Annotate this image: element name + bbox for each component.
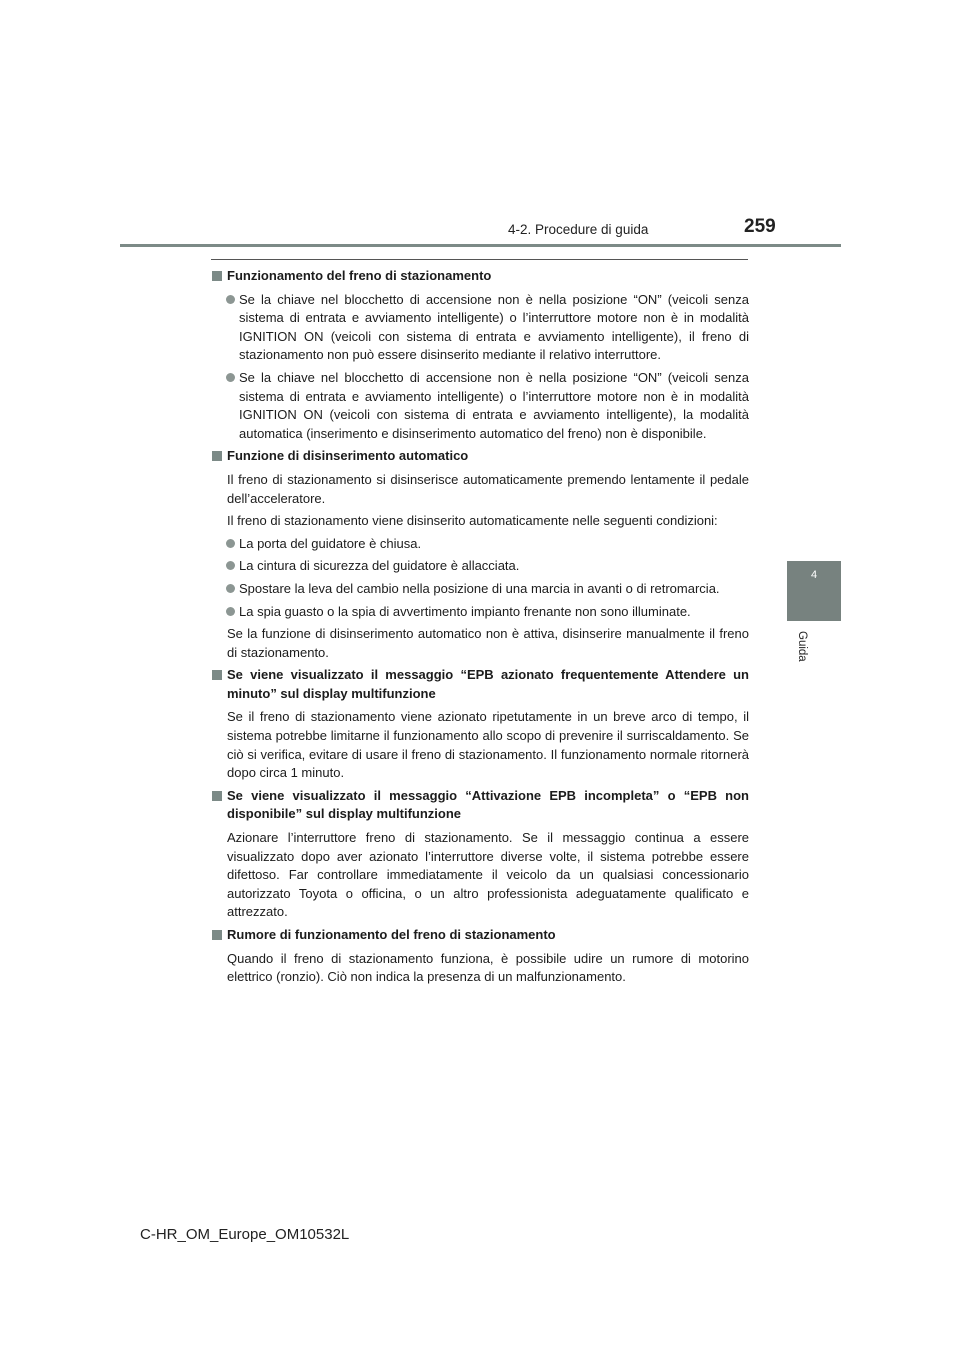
section (211, 666, 749, 783)
circle-bullet-icon (226, 607, 235, 616)
bullet-item (211, 369, 749, 443)
section-heading (211, 787, 749, 824)
bullet-item (211, 580, 749, 599)
square-bullet-icon (212, 670, 222, 680)
section (211, 447, 749, 662)
paragraph-text: Quando il freno di stazionamento funziona, è possibile udire un rumore di motorino elettrico (ronzio). Ciò non indica la presenza di un malfunzionamento. (227, 950, 749, 985)
paragraph (211, 708, 749, 782)
paragraph (211, 471, 749, 508)
section (211, 267, 749, 443)
section (211, 926, 749, 987)
circle-bullet-icon (226, 373, 235, 382)
header-section-title: 4-2. Procedure di guida (508, 222, 649, 237)
circle-bullet-icon (226, 295, 235, 304)
section-heading-text: Funzionamento del freno di stazionamento (227, 268, 492, 283)
section-heading (211, 666, 749, 703)
section-heading (211, 267, 749, 286)
square-bullet-icon (212, 271, 222, 281)
square-bullet-icon (212, 451, 222, 461)
document-code: C-HR_OM_Europe_OM10532L (140, 1226, 350, 1243)
bullet-text: La porta del guidatore è chiusa. (239, 535, 422, 551)
section-heading-text: Se viene visualizzato il messaggio “EPB azionato frequentemente Attendere un minuto” sul display multifunzione (227, 667, 749, 701)
paragraph-text: Se il freno di stazionamento viene azionato ripetutamente in un breve arco di tempo, il sistema potrebbe limitarne il funzionamento allo scopo di prevenire il surriscaldamento. Se ciò si verifica, evitare di usare il freno di stazionamento. Il funzionamento normale ritornerà dopo circa 1 minuto. (227, 709, 749, 781)
circle-bullet-icon (226, 539, 235, 548)
square-bullet-icon (212, 791, 222, 801)
bullet-text: Spostare la leva del cambio nella posizione di una marcia in avanti o di retromarcia. (239, 580, 720, 596)
section-heading-text: Se viene visualizzato il messaggio “Attivazione EPB incompleta” o “EPB non disponibile” sul display multifunzione (227, 787, 749, 822)
section-heading-text: Rumore di funzionamento del freno di stazionamento (227, 927, 556, 942)
chapter-label: Guida (796, 631, 808, 662)
section-heading-text: Funzione di disinserimento automatico (227, 448, 469, 464)
page-number: 259 (744, 216, 776, 237)
header-rule (120, 244, 841, 247)
circle-bullet-icon (226, 561, 235, 570)
chapter-tab (787, 561, 841, 621)
section-heading (211, 926, 749, 945)
bullet-text: Se la chiave nel blocchetto di accensione non è nella posizione “ON” (veicoli senza sistema di entrata e avviamento intelligente) o l’interruttore motore non è in modalità IGNITION ON (veicoli con sistema di entrata e avviamento intelligente), il freno di stazionamento non può essere disinserito mediante il relativo interruttore. (239, 291, 749, 363)
paragraph (211, 512, 749, 531)
circle-bullet-icon (226, 584, 235, 593)
paragraph (211, 829, 749, 922)
bullet-text: La cintura di sicurezza del guidatore è allacciata. (239, 558, 520, 574)
paragraph-text: Il freno di stazionamento viene disinserito automaticamente nelle seguenti condizioni: (227, 513, 718, 529)
bullet-item (211, 603, 749, 622)
chapter-number: 4 (810, 569, 818, 581)
bullet-text: La spia guasto o la spia di avvertimento impianto frenante non sono illuminate. (239, 603, 691, 619)
bullet-item (211, 557, 749, 576)
bullet-item (211, 535, 749, 554)
paragraph-text: Il freno di stazionamento si disinserisce automaticamente premendo lentamente il pedale dell’acceleratore. (227, 471, 749, 506)
page-content (211, 267, 749, 991)
bullet-text: Se la chiave nel blocchetto di accensione non è nella posizione “ON” (veicoli senza sistema di entrata e avviamento intelligente) o l’interruttore motore non è in modalità IGNITION ON (veicoli con sistema di entrata e avviamento intelligente), la modalità automatica (inserimento e disinserimento automatico del freno) non è disponibile. (239, 369, 749, 441)
section-heading (211, 447, 749, 466)
bullet-item (211, 291, 749, 365)
section (211, 787, 749, 922)
content-rule (211, 259, 748, 260)
paragraph (211, 950, 749, 987)
paragraph (211, 625, 749, 662)
paragraph-text: Azionare l’interruttore freno di stazionamento. Se il messaggio continua a essere visualizzato dopo aver azionato l’interruttore diverse volte, il sistema potrebbe essere difettoso. Far controllare immediatamente il veicolo da un qualsiasi concessionario autorizzato Toyota o officina, o un altro professionista adeguatamente qualificato e attrezzato. (227, 830, 749, 920)
square-bullet-icon (212, 930, 222, 940)
paragraph-text: Se la funzione di disinserimento automatico non è attiva, disinserire manualmente il freno di stazionamento. (227, 626, 749, 660)
